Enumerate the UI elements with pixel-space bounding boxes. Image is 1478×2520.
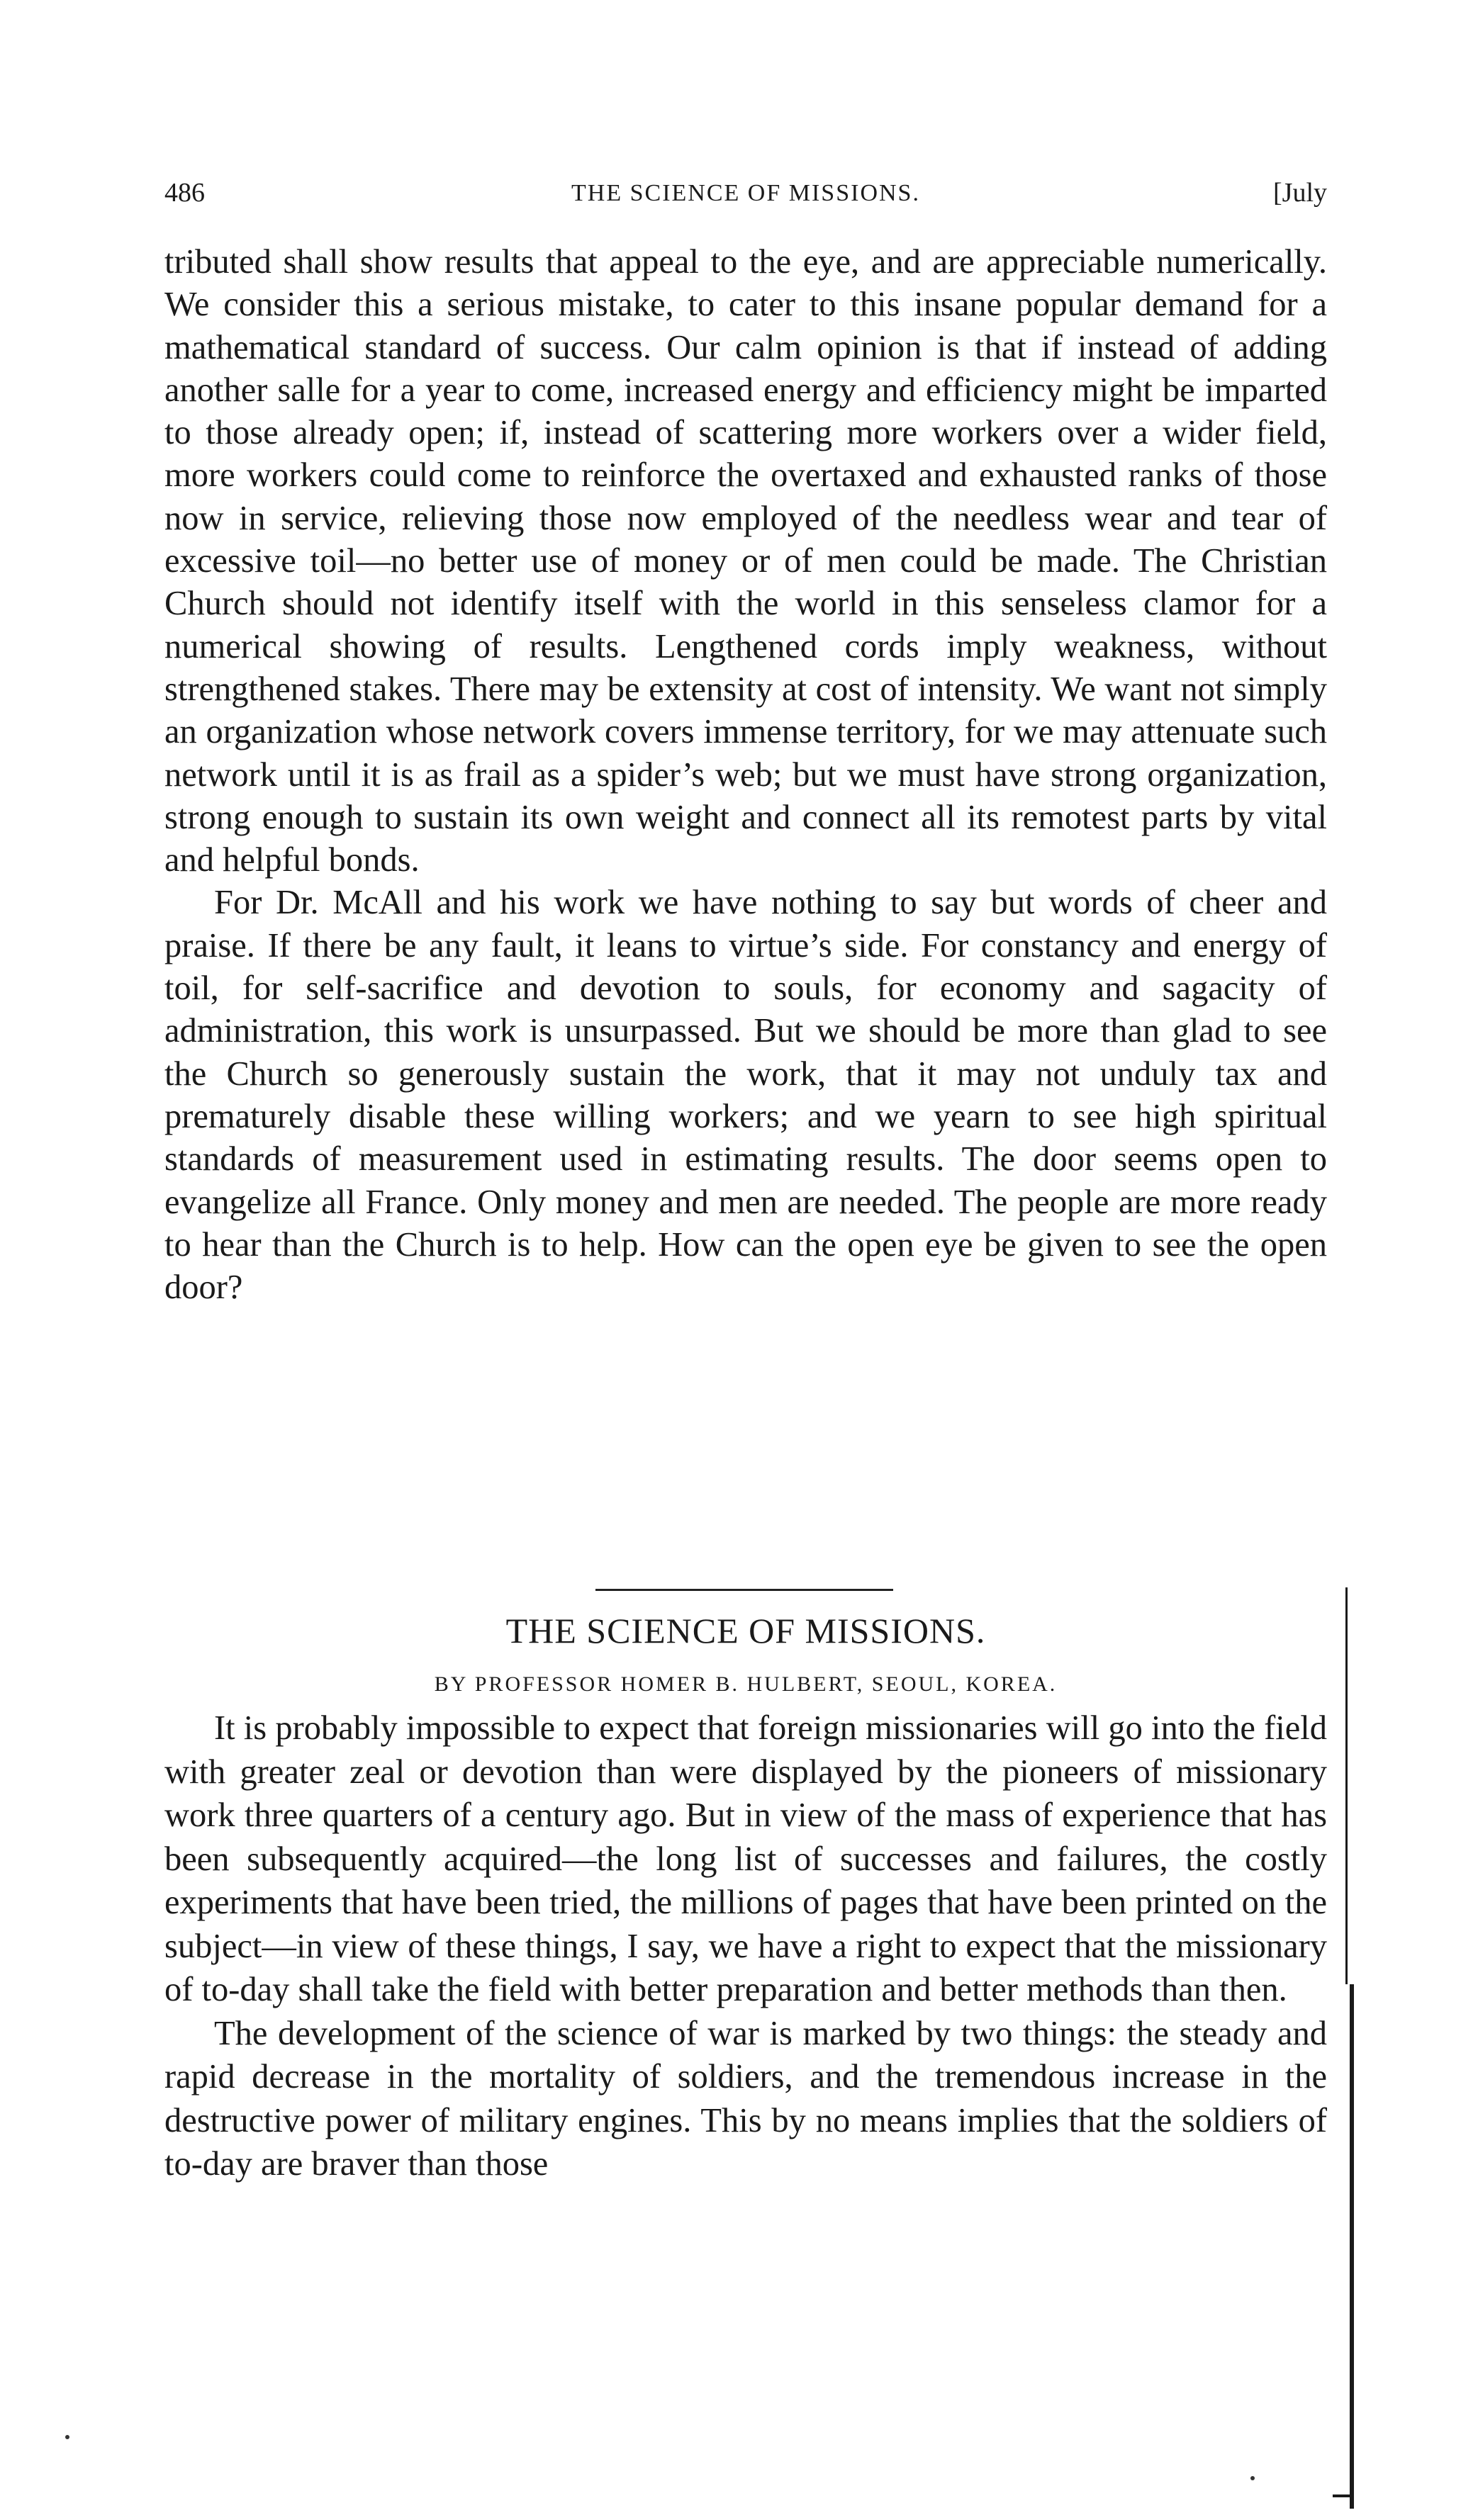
scan-edge-mark	[1333, 2494, 1350, 2497]
article-byline: BY PROFESSOR HOMER B. HULBERT, SEOUL, KOREA.	[434, 1672, 1058, 1696]
paragraph: It is probably impossible to expect that foreign missionaries will go into the field with greater zeal or devotion than were displayed by the pioneers of missionary work three quarters of a century ago. But in view of the mass of experience that has been subsequently acquired—the long list of successes and failures, the costly experiments that have been tried, the millions of pages that have been printed on the subject—in view of these things, I say, we have a right to expect that the missionary of to-day shall take the field with better preparation and better methods than then.	[164, 1709, 1327, 2008]
running-head	[164, 177, 1327, 220]
scan-edge-mark	[1345, 1587, 1348, 1984]
scan-edge-mark	[1350, 1984, 1354, 2509]
paragraph: For Dr. McAll and his work we have nothing to say but words of cheer and praise. If there be any fault, it leans to virtue’s side. For constancy and energy of toil, for self-sacrifice and devotion to souls, for economy and sagacity of administration, this work is unsurpassed. But we should be more than glad to see the Church so generously sustain the work, that it may not unduly tax and prematurely disable these willing workers; and we yearn to see high spiritual standards of measurement used in estimating results. The door seems open to evangelize all France. Only money and men are needed. The people are more ready to hear than the Church is to help. How can the open eye be given to see the open door?	[164, 884, 1327, 1307]
running-title: THE SCIENCE OF MISSIONS.	[571, 180, 920, 206]
paragraph: The development of the science of war is marked by two things: the steady and rapid decrease in the mortality of soldiers, and the tremendous increase in the destructive power of military engines. This by no means implies that the soldiers of to-day are braver than those	[164, 2014, 1327, 2183]
scan-speck	[1250, 2476, 1255, 2480]
article-text	[164, 1706, 1327, 2186]
running-month: [July	[1273, 178, 1327, 208]
section-divider	[595, 1589, 893, 1591]
article-title: THE SCIENCE OF MISSIONS.	[505, 1611, 986, 1650]
previous-article-text	[164, 241, 1327, 1309]
paragraph: tributed shall show results that appeal to the eye, and are appreciable numerically. We consider this a serious mistake, to cater to this insane popular demand for a mathematical standard of success. Our calm opinion is that if instead of adding another salle for a year to come, increased energy and efficiency might be imparted to those already open; if, instead of scattering more workers over a wider field, more workers could come to reinforce the overtaxed and exhausted ranks of those now in service, relieving those now employed of the needless wear and tear of excessive toil—no better use of money or of men could be made. The Christian Church should not identify itself with the world in this senseless clamor for a numerical showing of results. Lengthened cords imply weakness, without strengthened stakes. There may be extensity at cost of intensity. We want not simply an organization whose network covers immense territory, for we may attenuate such network until it is as frail as a spider’s web; but we must have strong organization, strong enough to sustain its own weight and connect all its remotest parts by vital and helpful bonds.	[164, 243, 1327, 879]
page-number: 486	[164, 178, 205, 208]
scan-speck	[65, 2435, 69, 2439]
